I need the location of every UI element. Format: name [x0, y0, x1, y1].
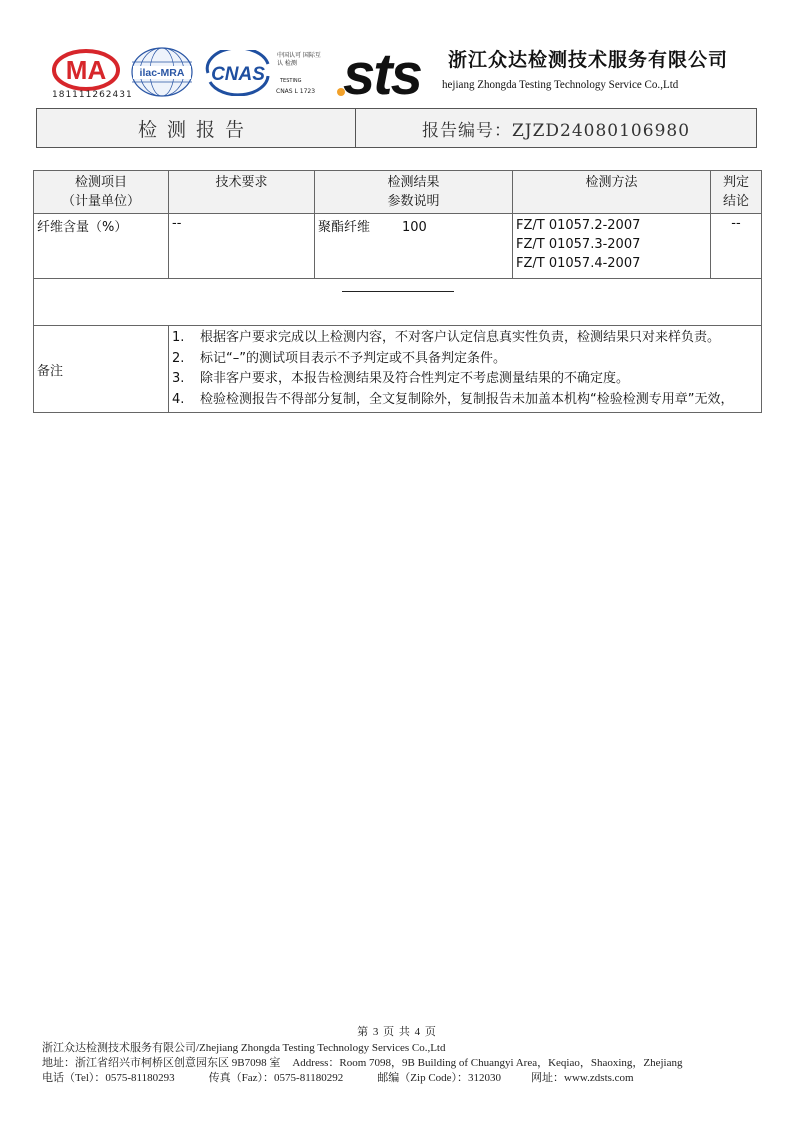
header-requirement: 技术要求 — [169, 171, 315, 214]
cell-item: 纤维含量（%） — [34, 214, 169, 279]
cell-judgement: -- — [711, 214, 762, 279]
ilac-mra-logo-icon — [130, 46, 194, 98]
note-item: 2. 标记“–”的测试项目表示不予判定或不具备判定条件。 — [172, 350, 506, 366]
header-logos — [50, 38, 750, 104]
notes-row — [34, 326, 762, 413]
cell-method — [513, 214, 711, 279]
report-title-bar — [36, 108, 757, 148]
footer-contacts — [42, 1071, 752, 1086]
sts-logo-icon — [333, 38, 425, 102]
company-name-cn: 浙江众达检测技术服务有限公司 — [448, 49, 729, 71]
header-item: 检测项目 （计量单位） — [34, 171, 169, 214]
footer-tel: 电话（Tel）：0575-81180293 — [42, 1072, 175, 1084]
cnas-testing-text: TESTING — [280, 78, 302, 84]
note-item: 3. 除非客户要求，本报告检测结果及符合性判定不考虑测量结果的不确定度。 — [172, 371, 630, 386]
method-line: FZ/T 01057.2-2007 — [516, 218, 641, 233]
page-footer — [42, 1023, 752, 1086]
method-line: FZ/T 01057.3-2007 — [516, 237, 641, 252]
header-method: 检测方法 — [513, 171, 711, 214]
note-item: 1. 根据客户要求完成以上检测内容，不对客户认定信息真实性负责，检测结果只对来样负责。 — [172, 330, 721, 345]
results-table — [33, 170, 762, 413]
footer-company: 浙江众达检测技术服务有限公司/Zhejiang Zhongda Testing Technology Services Co.,Ltd — [42, 1042, 446, 1054]
svg-text:CNAS: CNAS — [211, 64, 265, 85]
method-line: FZ/T 01057.4-2007 — [516, 256, 641, 271]
footer-fax: 传真（Faz）：0575-81180292 — [208, 1072, 344, 1084]
table-header-row — [34, 171, 762, 214]
cnas-code: CNAS L 1723 — [276, 88, 316, 95]
result-value: 100 — [402, 220, 427, 235]
header-judgement: 判定 结论 — [711, 171, 762, 214]
header-result: 检测结果 参数说明 — [315, 171, 513, 214]
end-divider — [342, 291, 454, 292]
cell-result — [315, 214, 513, 279]
svg-text:MA: MA — [65, 55, 107, 85]
page-number: 第 3 页 共 4 页 — [357, 1026, 437, 1038]
svg-text:sts: sts — [343, 42, 421, 102]
notes-content — [169, 326, 762, 413]
cnas-logo-icon — [202, 50, 274, 96]
company-name-en: hejiang Zhongda Testing Technology Service Co.,Ltd — [442, 77, 679, 91]
cell-requirement: -- — [169, 214, 315, 279]
report-number: 报告编号：ZJZD24080106980 — [421, 120, 691, 141]
result-name: 聚酯纤维 — [318, 220, 371, 235]
cma-number: 181111262431 — [52, 90, 133, 100]
footer-zip: 邮编（Zip Code）：312030 — [377, 1072, 502, 1084]
table-row — [34, 214, 762, 279]
notes-label: 备注 — [34, 326, 169, 413]
separator-row — [34, 279, 762, 326]
cnas-cn-text: 中国认可 国际互认 检测 — [277, 52, 321, 67]
footer-web: 网址：www.zdsts.com — [531, 1072, 634, 1084]
note-item: 4. 检验检测报告不得部分复制，全文复制除外，复制报告未加盖本机构“检验检测专用章”无效， — [172, 391, 734, 407]
footer-address: 地址：浙江省绍兴市柯桥区创意园东区 9B7098 室 Address：Room 7098，9B Building of Chuangyi Area，Keqiao，Shaoxing，Zhejiang — [42, 1057, 683, 1069]
report-title: 检测报告 — [37, 109, 356, 147]
svg-text:ilac-MRA: ilac-MRA — [139, 67, 185, 79]
